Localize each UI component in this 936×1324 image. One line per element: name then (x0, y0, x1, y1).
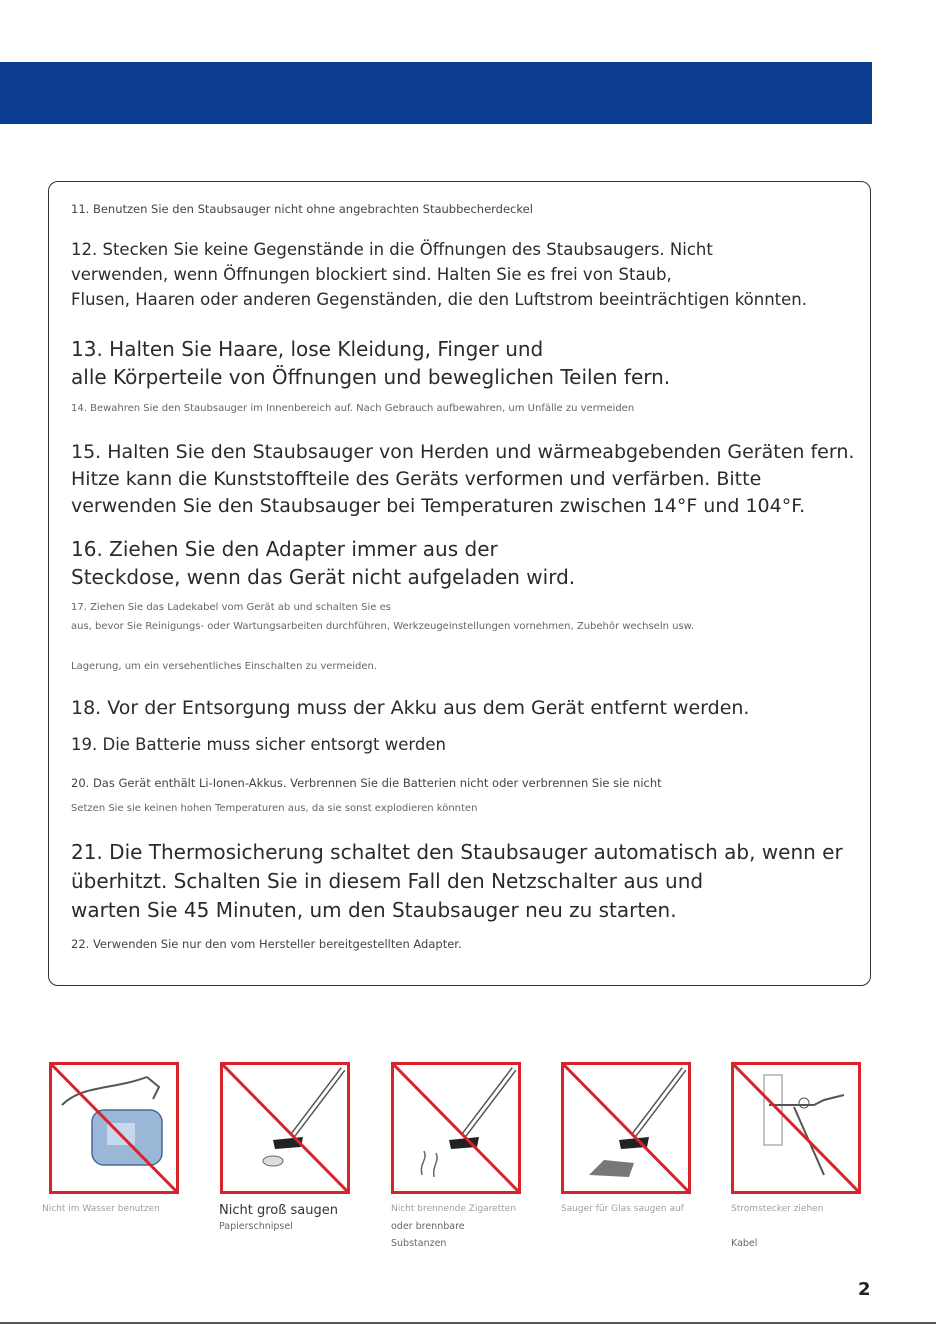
caption-no-burning: Nicht brennende Zigaretten (391, 1204, 517, 1214)
instruction-16: 16. Ziehen Sie den Adapter immer aus der (71, 537, 498, 561)
caption-no-large: Nicht groß saugen (219, 1203, 339, 1218)
caption-no-large-2: Papierschnipsel (219, 1221, 293, 1232)
instruction-13: 13. Halten Sie Haare, lose Kleidung, Finger und (71, 337, 544, 361)
caption-no-burning-2: oder brennbare (391, 1221, 465, 1232)
unplug-sign (731, 1062, 861, 1194)
instruction-13b: alle Körperteile von Öffnungen und beweglichen Teilen fern. (71, 365, 671, 389)
instruction-20b: Setzen Sie sie keinen hohen Temperaturen aus, da sie sonst explodieren könnten (71, 803, 478, 814)
no-burning-objects-sign (391, 1062, 521, 1194)
instruction-12c: Flusen, Haaren oder anderen Gegenständen, die den Luftstrom beeinträchtigen könnten. (71, 290, 807, 309)
no-water-sign (49, 1062, 179, 1194)
instruction-15: 15. Halten Sie den Staubsauger von Herden und wärmeabgebenden Geräten fern. (71, 441, 855, 463)
page-number: 2 (858, 1279, 871, 1300)
instruction-21c: warten Sie 45 Minuten, um den Staubsauger neu zu starten. (71, 898, 677, 922)
instruction-22: 22. Verwenden Sie nur den vom Hersteller bereitgestellten Adapter. (71, 937, 462, 951)
instruction-11: 11. Benutzen Sie den Staubsauger nicht ohne angebrachten Staubbecherdeckel (71, 202, 533, 216)
instruction-19: 19. Die Batterie muss sicher entsorgt werden (71, 735, 446, 754)
cigarette-icon (394, 1065, 518, 1191)
no-large-objects-sign (220, 1062, 350, 1194)
caption-no-water: Nicht im Wasser benutzen (42, 1204, 160, 1214)
instruction-17: 17. Ziehen Sie das Ladekabel vom Gerät ab und schalten Sie es (71, 602, 392, 613)
instruction-21: 21. Die Thermosicherung schaltet den Staubsauger automatisch ab, wenn er (71, 840, 843, 864)
vacuum-nozzle-icon (223, 1065, 347, 1191)
glass-shards-icon (564, 1065, 688, 1191)
caption-unplug: Stromstecker ziehen (731, 1204, 824, 1214)
caption-no-burning-3: Substanzen (391, 1238, 447, 1249)
instruction-18: 18. Vor der Entsorgung muss der Akku aus dem Gerät entfernt werden. (71, 697, 750, 719)
instruction-12: 12. Stecken Sie keine Gegenstände in die Öffnungen des Staubsaugers. Nicht (71, 240, 713, 259)
instruction-17b: aus, bevor Sie Reinigungs- oder Wartungsarbeiten durchführen, Werkzeugeinstellungen vornehmen, Zubehör wechseln usw. (71, 621, 695, 632)
instruction-12b: verwenden, wenn Öffnungen blockiert sind. Halten Sie es frei von Staub, (71, 265, 672, 284)
caption-no-glass: Sauger für Glas saugen auf (561, 1204, 684, 1214)
instruction-17c: Lagerung, um ein versehentliches Einschalten zu vermeiden. (71, 661, 378, 672)
header-bar (0, 62, 872, 124)
instruction-21b: überhitzt. Schalten Sie in diesem Fall den Netzschalter aus und (71, 869, 704, 893)
safety-instructions-box (48, 181, 871, 986)
caption-unplug-3: Kabel (731, 1238, 758, 1249)
plug-hand-icon (734, 1065, 858, 1191)
instruction-14: 14. Bewahren Sie den Staubsauger im Innenbereich auf. Nach Gebrauch aufbewahren, um Unfälle zu vermeiden (71, 403, 635, 414)
instruction-15c: verwenden Sie den Staubsauger bei Temperaturen zwischen 14°F und 104°F. (71, 495, 806, 517)
instruction-20: 20. Das Gerät enthält Li-Ionen-Akkus. Verbrennen Sie die Batterien nicht oder verbrennen Sie sie nicht (71, 776, 662, 790)
no-glass-sign (561, 1062, 691, 1194)
instruction-16b: Steckdose, wenn das Gerät nicht aufgeladen wird. (71, 565, 576, 589)
instruction-15b: Hitze kann die Kunststoffteile des Geräts verformen und verfärben. Bitte (71, 468, 762, 490)
water-tap-icon (52, 1065, 176, 1191)
